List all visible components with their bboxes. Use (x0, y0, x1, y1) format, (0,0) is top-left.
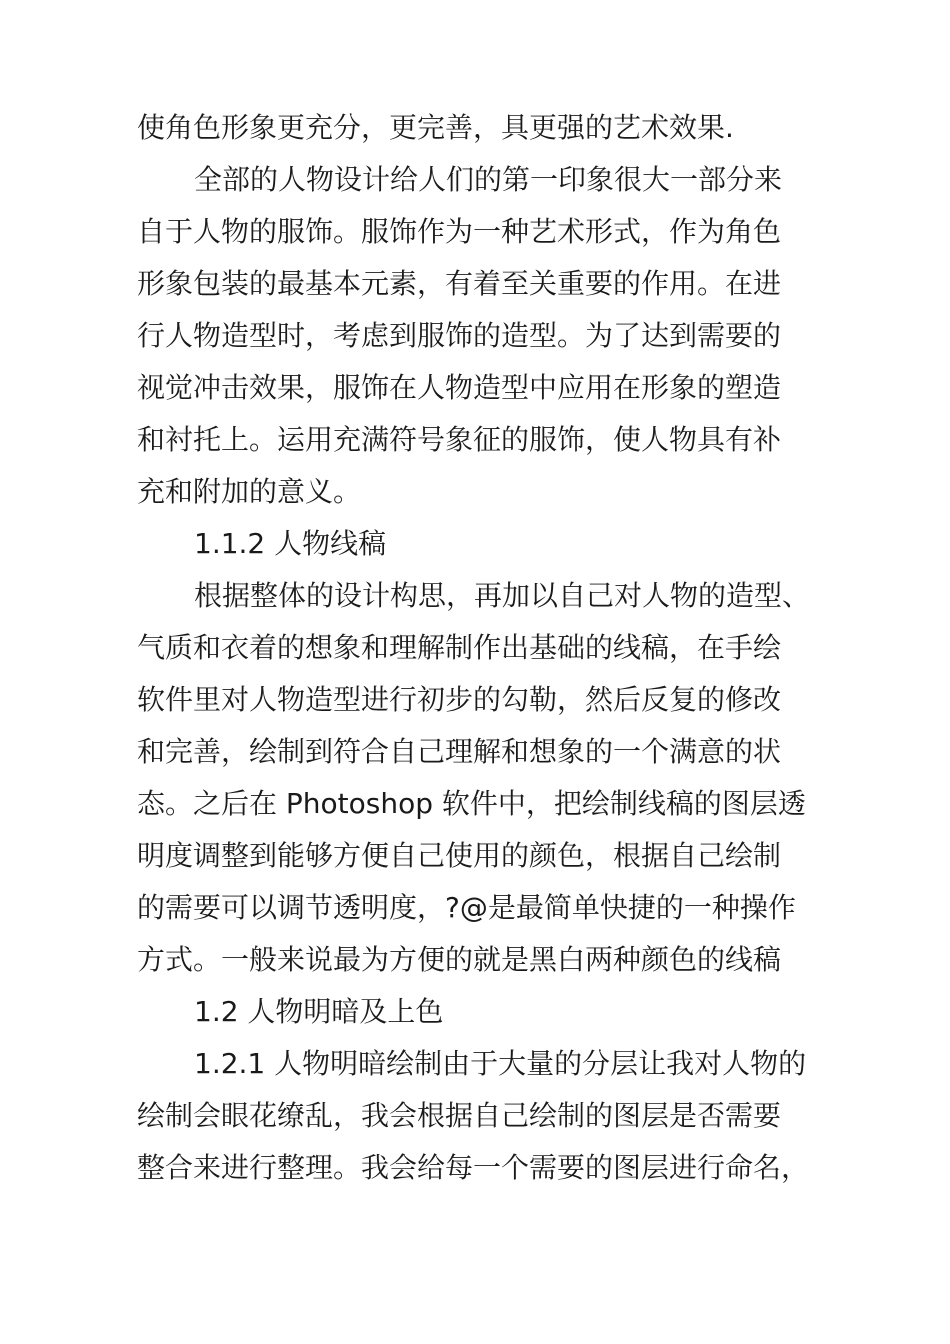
section-heading: 1.2 人物明暗及上色 (194, 995, 444, 1028)
paragraph-start: 1.2.1 人物明暗绘制由于大量的分层让我对人物的 (194, 1047, 807, 1080)
text-line: 的需要可以调节透明度，?@是最简单快捷的一种操作 (137, 891, 796, 924)
text-line: 整合来进行整理。我会给每一个需要的图层进行命名， (137, 1151, 810, 1184)
text-line: 方式。一般来说最为方便的就是黑白两种颜色的线稿 (137, 943, 782, 976)
paragraph-start: 全部的人物设计给人们的第一印象很大一部分来 (194, 163, 783, 196)
text-line: 行人物造型时，考虑到服饰的造型。为了达到需要的 (137, 319, 782, 352)
text-line: 和衬托上。运用充满符号象征的服饰，使人物具有补 (137, 423, 782, 456)
text-line: 视觉冲击效果，服饰在人物造型中应用在形象的塑造 (137, 371, 782, 404)
paragraph-start: 根据整体的设计构思，再加以自己对人物的造型、 (194, 579, 811, 612)
text-line: 形象包装的最基本元素，有着至关重要的作用。在进 (137, 267, 782, 300)
document-body (137, 102, 827, 1194)
text-line: 软件里对人物造型进行初步的勾勒，然后反复的修改 (137, 683, 782, 716)
text-line: 态。之后在 Photoshop 软件中，把绘制线稿的图层透 (137, 787, 806, 820)
text-line: 气质和衣着的想象和理解制作出基础的线稿，在手绘 (137, 631, 782, 664)
text-line: 绘制会眼花缭乱，我会根据自己绘制的图层是否需要 (137, 1099, 782, 1132)
text-line: 使角色形象更充分，更完善，具更强的艺术效果. (137, 111, 734, 144)
section-heading: 1.1.2 人物线稿 (194, 527, 387, 560)
text-line: 明度调整到能够方便自己使用的颜色，根据自己绘制 (137, 839, 782, 872)
text-line: 充和附加的意义。 (137, 475, 362, 508)
text-line: 和完善，绘制到符合自己理解和想象的一个满意的状 (137, 735, 782, 768)
text-line: 自于人物的服饰。服饰作为一种艺术形式，作为角色 (137, 215, 782, 248)
